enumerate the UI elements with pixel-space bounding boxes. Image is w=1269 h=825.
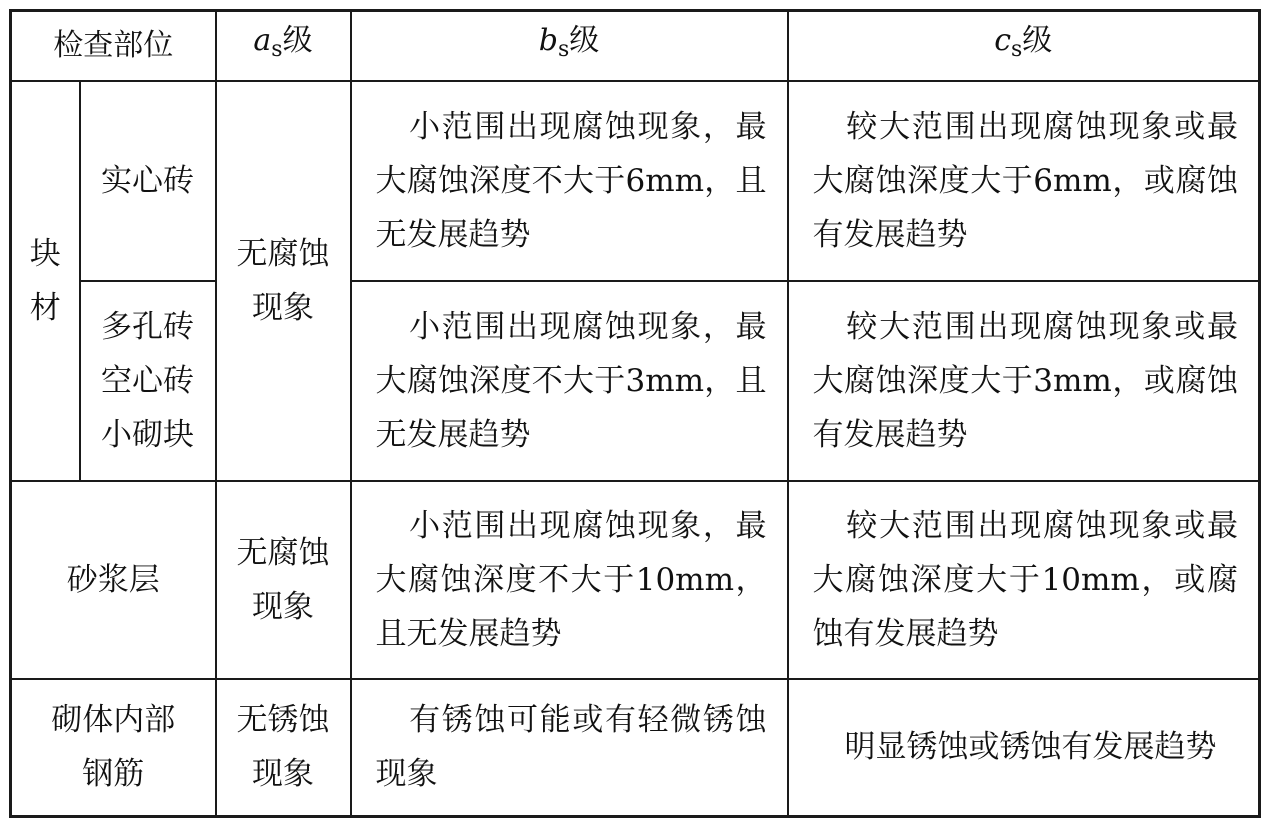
mortar-grade-a: 无腐蚀 现象 bbox=[216, 481, 351, 679]
solid-brick-label: 实心砖 bbox=[80, 81, 216, 281]
header-grade-a: $a_s$级 bbox=[216, 11, 351, 81]
solid-brick-grade-b: 小范围出现腐蚀现象，最大腐蚀深度不大于6mm，且无发展趋势 bbox=[351, 81, 788, 281]
mortar-grade-c: 较大范围出现腐蚀现象或最大腐蚀深度大于10mm，或腐蚀有发展趋势 bbox=[788, 481, 1260, 679]
header-location: 检查部位 bbox=[11, 11, 216, 81]
header-row bbox=[11, 11, 1260, 81]
perforated-brick-label: 多孔砖 空心砖 小砌块 bbox=[80, 281, 216, 481]
perforated-brick-grade-b: 小范围出现腐蚀现象，最大腐蚀深度不大于3mm，且无发展趋势 bbox=[351, 281, 788, 481]
row-solid-brick bbox=[11, 81, 1260, 281]
rebar-label: 砌体内部 钢筋 bbox=[11, 679, 216, 817]
inspection-grade-table-frame bbox=[9, 9, 1258, 815]
rebar-grade-c: 明显锈蚀或锈蚀有发展趋势 bbox=[788, 679, 1260, 817]
row-rebar bbox=[11, 679, 1260, 817]
header-grade-c: $c_s$级 bbox=[788, 11, 1260, 81]
inspection-grade-table bbox=[9, 9, 1261, 818]
header-grade-b: $b_s$级 bbox=[351, 11, 788, 81]
block-grade-a: 无腐蚀 现象 bbox=[216, 81, 351, 481]
rebar-grade-b: 有锈蚀可能或有轻微锈蚀现象 bbox=[351, 679, 788, 817]
row-perforated-brick bbox=[11, 281, 1260, 481]
solid-brick-grade-c: 较大范围出现腐蚀现象或最大腐蚀深度大于6mm，或腐蚀有发展趋势 bbox=[788, 81, 1260, 281]
rebar-grade-a: 无锈蚀 现象 bbox=[216, 679, 351, 817]
perforated-brick-grade-c: 较大范围出现腐蚀现象或最大腐蚀深度大于3mm，或腐蚀有发展趋势 bbox=[788, 281, 1260, 481]
mortar-label: 砂浆层 bbox=[11, 481, 216, 679]
mortar-grade-b: 小范围出现腐蚀现象，最大腐蚀深度不大于10mm，且无发展趋势 bbox=[351, 481, 788, 679]
block-material-group: 块 材 bbox=[11, 81, 80, 481]
row-mortar bbox=[11, 481, 1260, 679]
